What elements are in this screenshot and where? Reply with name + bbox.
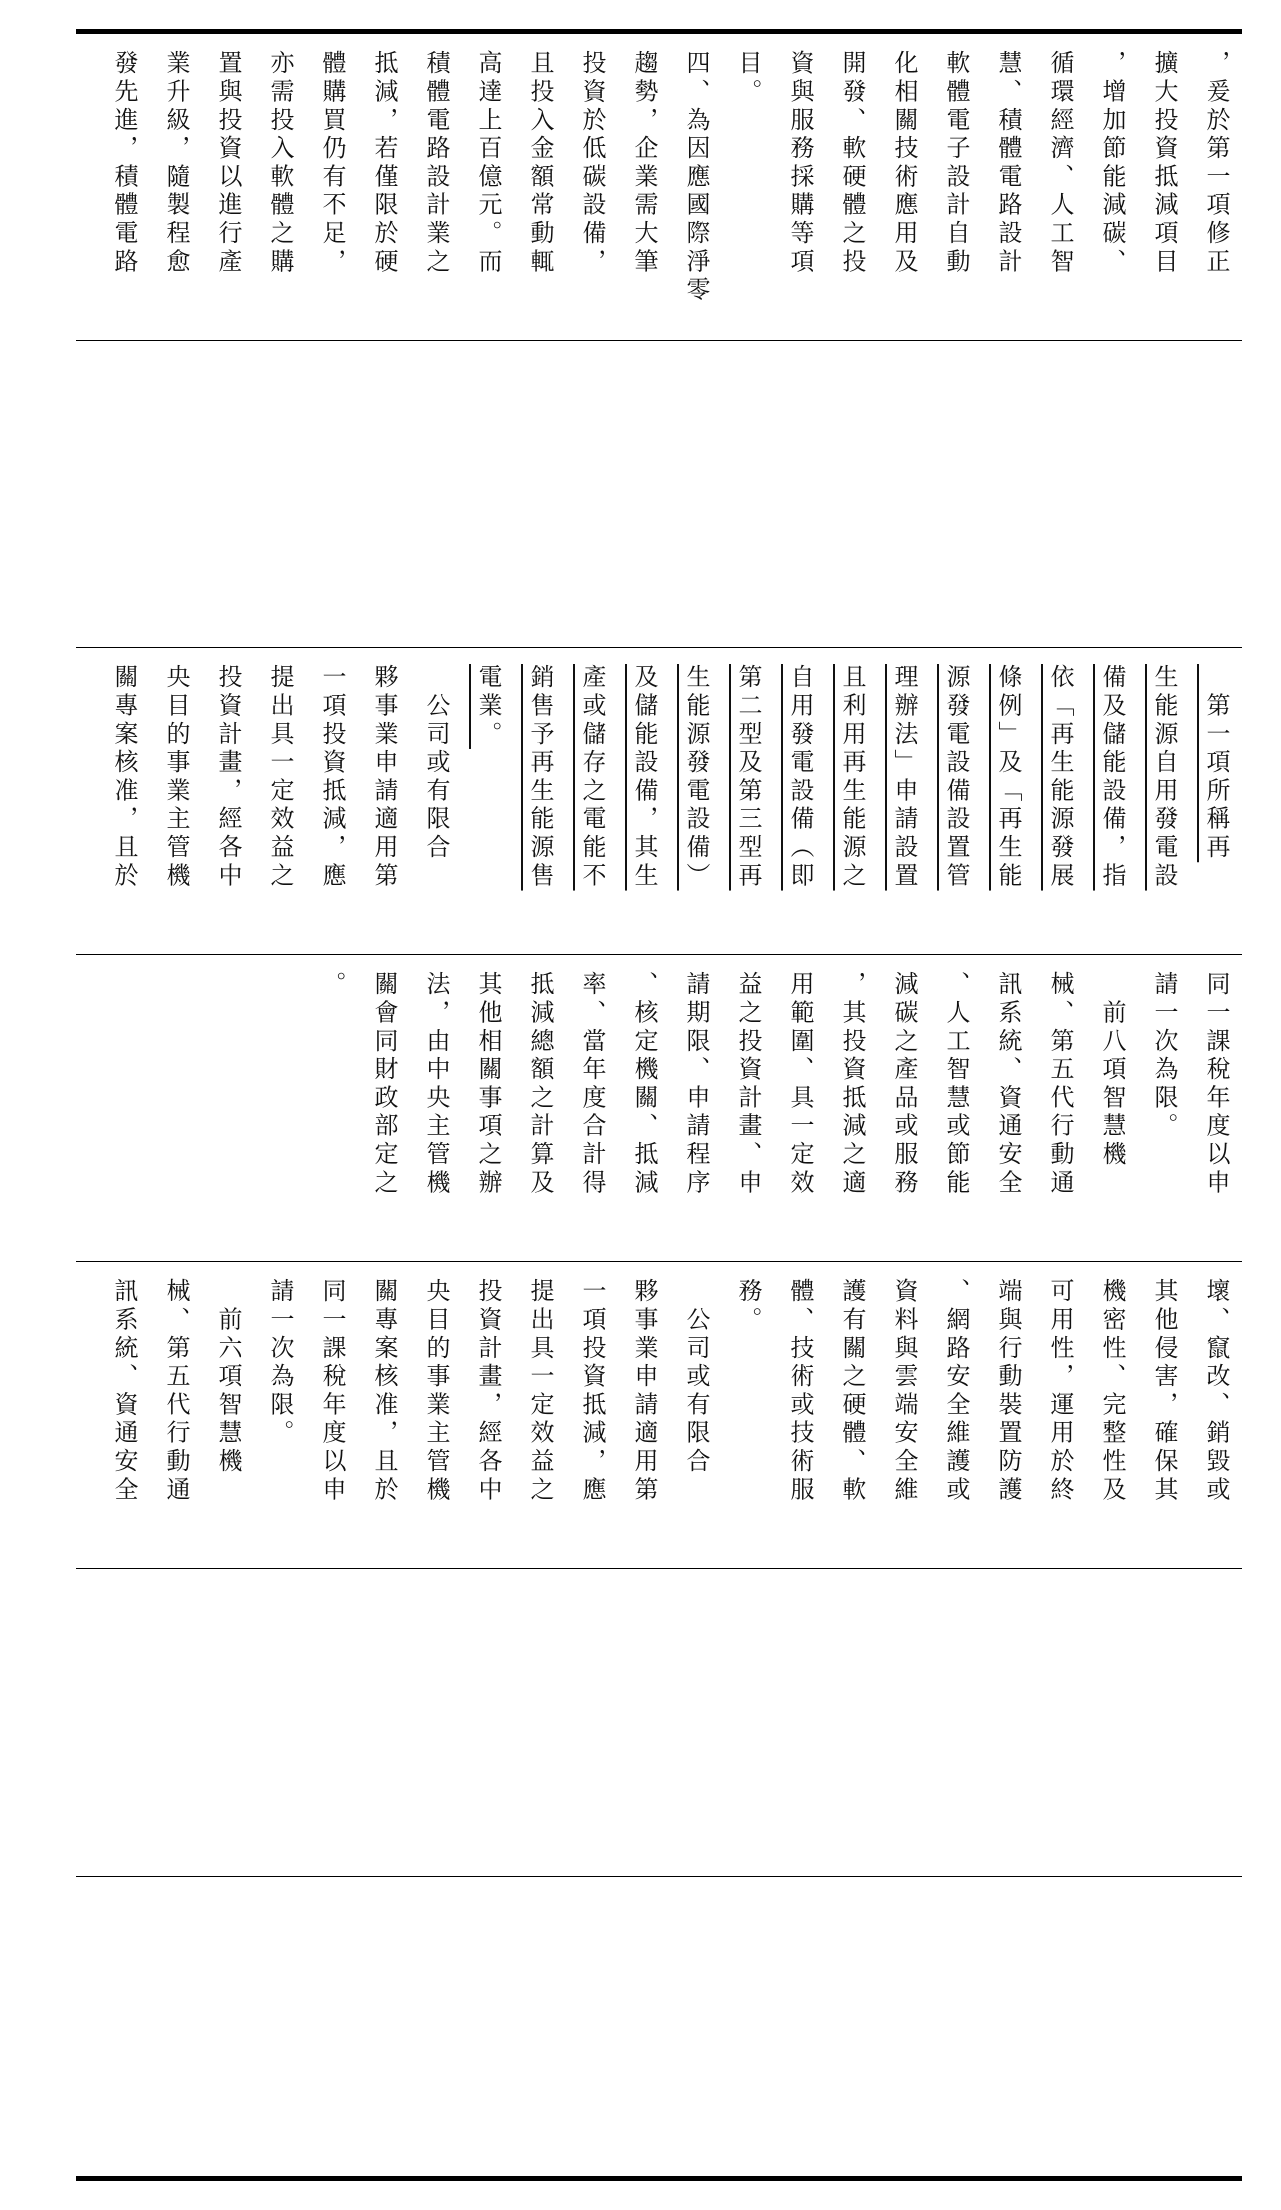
column-text: 投資計畫，經各中: [214, 664, 242, 891]
column-text: 關專案核准，且於: [110, 664, 138, 891]
divider-rule: [76, 647, 1242, 648]
column-text: 生能源自用發電設: [1150, 664, 1178, 891]
text-column: [982, 1262, 1034, 1567]
text-column: [878, 1262, 930, 1567]
column-text: 亦需投入軟體之購: [266, 50, 294, 277]
text-column: [722, 648, 774, 953]
text-column: [1190, 955, 1242, 1260]
column-text: 夥事業申請適用第: [630, 1278, 658, 1505]
column-text: 條例」及「再生能: [994, 664, 1022, 891]
text-column: [358, 1262, 410, 1567]
column-text: 公司或有限合: [422, 664, 450, 863]
text-column: [202, 1262, 254, 1567]
column-text: 趨勢，企業需大筆: [630, 50, 658, 277]
text-column: [1138, 1262, 1190, 1567]
column-text: 體、技術或技術服: [786, 1278, 814, 1505]
column-text: 端與行動裝置防護: [994, 1278, 1022, 1505]
text-column: [774, 955, 826, 1260]
text-column: [254, 648, 306, 953]
text-column: [566, 648, 618, 953]
text-column: [618, 34, 670, 339]
column-text: 。: [318, 971, 346, 1000]
column-text: 用範圍、具一定效: [786, 971, 814, 1198]
column-text: 壞、竄改、銷毀或: [1202, 1278, 1230, 1505]
text-column: [1086, 648, 1138, 953]
text-column: [670, 648, 722, 953]
text-column: [514, 955, 566, 1260]
text-column: [254, 1262, 306, 1567]
band-amended-clause: [76, 955, 1242, 1260]
text-column: [670, 34, 722, 339]
column-text: 軟體電子設計自動: [942, 50, 970, 277]
column-text: 央目的事業主管機: [162, 664, 190, 891]
column-text: 可用性，運用於終: [1046, 1278, 1074, 1505]
text-column: [1034, 1262, 1086, 1567]
column-text: 同一課稅年度以申: [318, 1278, 346, 1505]
column-text: 生能源發電設備）: [682, 664, 710, 891]
column-text: 自用發電設備（即: [786, 664, 814, 891]
text-column: [774, 1262, 826, 1567]
column-text: 四、為因應國際淨零: [682, 50, 710, 305]
column-text: 備及儲能設備，指: [1098, 664, 1126, 891]
text-column: [306, 955, 358, 1260]
column-text: 率、當年度合計得: [578, 971, 606, 1198]
column-text: 關專案核准，且於: [370, 1278, 398, 1505]
text-column: [878, 648, 930, 953]
text-column: [514, 648, 566, 953]
text-column: [254, 34, 306, 339]
column-text: 請一次為限。: [266, 1278, 294, 1448]
column-text: 目。: [734, 50, 762, 107]
text-column: [1190, 34, 1242, 339]
column-text: 械、第五代行動通: [162, 1278, 190, 1505]
column-text: 公司或有限合: [682, 1278, 710, 1477]
column-text: 發先進，積體電路: [110, 50, 138, 277]
text-column: [514, 1262, 566, 1567]
text-column: [1190, 1262, 1242, 1567]
column-text: 一項投資抵減，應: [318, 664, 346, 891]
column-text: 依「再生能源發展: [1046, 664, 1074, 891]
text-column: [670, 955, 722, 1260]
text-column: [930, 648, 982, 953]
text-column: [774, 648, 826, 953]
text-column: [826, 1262, 878, 1567]
text-column: [722, 955, 774, 1260]
text-column: [98, 1262, 150, 1567]
column-text: 置與投資以進行產: [214, 50, 242, 277]
band1-columns: [98, 34, 1242, 339]
text-column: [202, 648, 254, 953]
text-column: [410, 1262, 462, 1567]
column-text: 抵減總額之計算及: [526, 971, 554, 1198]
text-column: [306, 648, 358, 953]
column-text: 前六項智慧機: [214, 1278, 242, 1477]
column-text: 訊系統、資通安全: [994, 971, 1022, 1198]
text-column: [358, 648, 410, 953]
text-column: [1034, 955, 1086, 1260]
column-text: 電業。: [474, 664, 502, 749]
text-column: [930, 955, 982, 1260]
text-column: [1190, 648, 1242, 953]
text-column: [410, 648, 462, 953]
text-column: [462, 1262, 514, 1567]
column-text: 及儲能設備，其生: [630, 664, 658, 891]
column-text: 積體電路設計業之: [422, 50, 450, 277]
text-column: [618, 955, 670, 1260]
column-text: 法，由中央主管機: [422, 971, 450, 1198]
text-column: [1138, 955, 1190, 1260]
column-text: 產或儲存之電能不: [578, 664, 606, 891]
column-text: ，增加節能減碳、: [1098, 50, 1126, 277]
column-text: 前八項智慧機: [1098, 971, 1126, 1170]
column-text: 護有關之硬體、軟: [838, 1278, 866, 1505]
column-text: 務。: [734, 1278, 762, 1335]
column-text: 化相關技術應用及: [890, 50, 918, 277]
text-column: [982, 955, 1034, 1260]
text-column: [1086, 34, 1138, 339]
column-text: 銷售予再生能源售: [526, 664, 554, 891]
column-text: ，其投資抵減之適: [838, 971, 866, 1198]
column-text: 業升級，隨製程愈: [162, 50, 190, 277]
text-column: [930, 1262, 982, 1567]
column-text: 慧、積體電路設計: [994, 50, 1022, 277]
column-text: 提出具一定效益之: [266, 664, 294, 891]
text-column: [982, 648, 1034, 953]
column-text: 體購買仍有不足，: [318, 50, 346, 277]
text-column: [150, 648, 202, 953]
text-column: [514, 34, 566, 339]
divider-rule: [76, 340, 1242, 341]
column-text: 請期限、申請程序: [682, 971, 710, 1198]
text-column: [878, 955, 930, 1260]
text-column: [826, 34, 878, 339]
text-column: [930, 34, 982, 339]
column-text: 抵減，若僅限於硬: [370, 50, 398, 277]
column-text: 且利用再生能源之: [838, 664, 866, 891]
text-column: [618, 648, 670, 953]
column-text: 同一課稅年度以申: [1202, 971, 1230, 1198]
text-column: [1138, 648, 1190, 953]
text-column: [722, 34, 774, 339]
text-column: [306, 1262, 358, 1567]
text-column: [566, 34, 618, 339]
column-text: 一項投資抵減，應: [578, 1278, 606, 1505]
text-column: [566, 955, 618, 1260]
column-text: 資與服務採購等項: [786, 50, 814, 277]
divider-rule: [76, 1568, 1242, 1569]
text-column: [618, 1262, 670, 1567]
column-text: 訊系統、資通安全: [110, 1278, 138, 1505]
column-text: 投資於低碳設備，: [578, 50, 606, 277]
text-column: [306, 34, 358, 339]
text-column: [826, 648, 878, 953]
text-column: [358, 34, 410, 339]
column-text: 夥事業申請適用第: [370, 664, 398, 891]
bottom-border-rule: [76, 2176, 1242, 2181]
text-column: [1138, 34, 1190, 339]
band3-columns: [306, 955, 1242, 1260]
column-text: 投資計畫，經各中: [474, 1278, 502, 1505]
band-explanation: [76, 34, 1242, 339]
column-text: 其他侵害，確保其: [1150, 1278, 1178, 1505]
text-column: [1034, 34, 1086, 339]
text-column: [1086, 1262, 1138, 1567]
column-text: 且投入金額常動輒: [526, 50, 554, 277]
text-column: [774, 34, 826, 339]
band-renewable-energy-clause: [76, 648, 1242, 953]
text-column: [982, 34, 1034, 339]
divider-rule: [76, 1876, 1242, 1877]
column-text: 高達上百億元。而: [474, 50, 502, 277]
column-text: 請一次為限。: [1150, 971, 1178, 1141]
column-text: 、人工智慧或節能: [942, 971, 970, 1198]
text-column: [358, 955, 410, 1260]
column-text: 第二型及第三型再: [734, 664, 762, 891]
column-text: 源發電設備設置管: [942, 664, 970, 891]
column-text: ，爰於第一項修正: [1202, 50, 1230, 277]
text-column: [410, 955, 462, 1260]
band4-columns: [98, 1262, 1242, 1567]
text-column: [462, 34, 514, 339]
text-column: [202, 34, 254, 339]
column-text: 第一項所稱再: [1202, 664, 1230, 863]
column-text: 循環經濟、人工智: [1046, 50, 1074, 277]
text-column: [826, 955, 878, 1260]
column-text: 資料與雲端安全維: [890, 1278, 918, 1505]
text-column: [150, 1262, 202, 1567]
column-text: 理辦法」申請設置: [890, 664, 918, 891]
column-text: 提出具一定效益之: [526, 1278, 554, 1505]
column-text: 、網路安全維護或: [942, 1278, 970, 1505]
text-column: [462, 955, 514, 1260]
text-column: [1034, 648, 1086, 953]
column-text: 央目的事業主管機: [422, 1278, 450, 1505]
column-text: 機密性、完整性及: [1098, 1278, 1126, 1505]
text-column: [722, 1262, 774, 1567]
band2-columns: [98, 648, 1242, 953]
text-column: [670, 1262, 722, 1567]
text-column: [462, 648, 514, 953]
text-column: [878, 34, 930, 339]
band-current-clause: [76, 1262, 1242, 1567]
column-text: 開發、軟硬體之投: [838, 50, 866, 277]
column-text: 械、第五代行動通: [1046, 971, 1074, 1198]
text-column: [410, 34, 462, 339]
text-column: [566, 1262, 618, 1567]
column-text: 益之投資計畫、申: [734, 971, 762, 1198]
text-column: [98, 34, 150, 339]
text-column: [1086, 955, 1138, 1260]
column-text: 擴大投資抵減項目: [1150, 50, 1178, 277]
column-text: 關會同財政部定之: [370, 971, 398, 1198]
column-text: 其他相關事項之辦: [474, 971, 502, 1198]
text-column: [150, 34, 202, 339]
column-text: 、核定機關、抵減: [630, 971, 658, 1198]
column-text: 減碳之產品或服務: [890, 971, 918, 1198]
text-column: [98, 648, 150, 953]
